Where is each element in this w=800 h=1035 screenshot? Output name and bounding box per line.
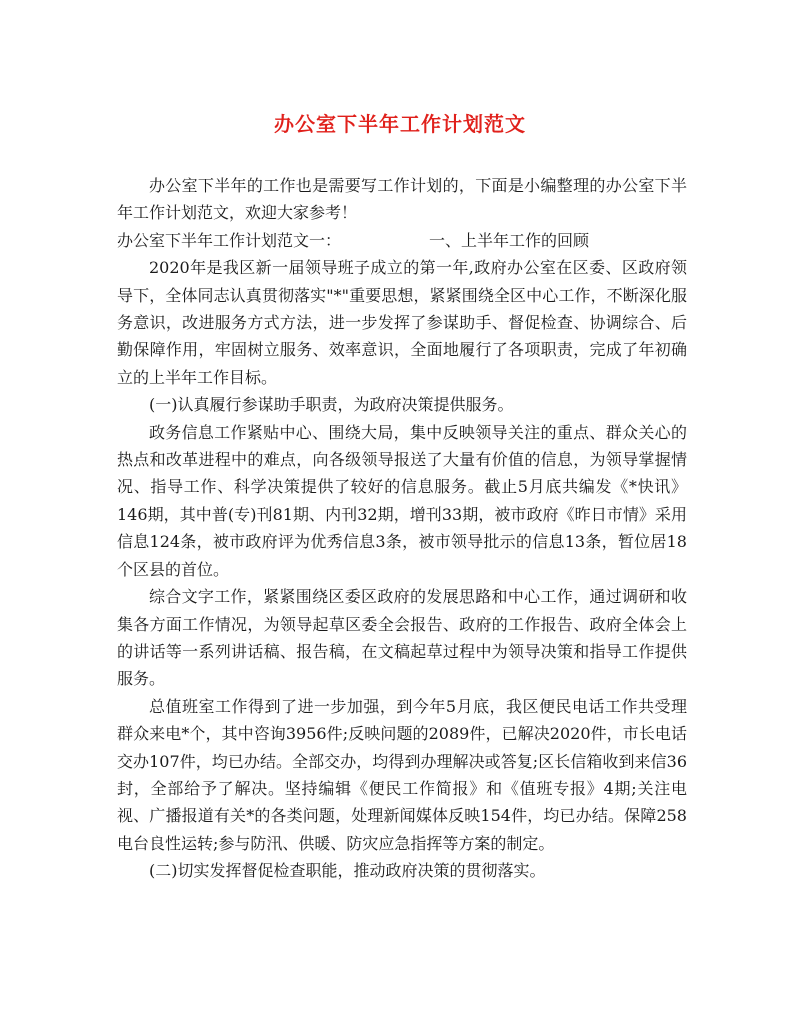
paragraph-information: 政务信息工作紧贴中心、围绕大局，集中反映领导关注的重点、群众关心的热点和改革进程中的难点，向各级领导报送了大量有价值的信息，为领导掌握情况、指导工作、科学决策提供了较好的信息服务。截止5月底共编发《*快讯》146期，其中普(专)刊81期、内刊32期，增刊33期，被市政府《昨日市情》采用信息124条，被市政府评为优秀信息3条，被市领导批示的信息13条，暂位居18个区县的首位。: [117, 422, 687, 579]
heading-right: 一、上半年工作的回顾: [429, 230, 590, 250]
subheading-one: (一)认真履行参谋助手职责，为政府决策提供服务。: [149, 395, 514, 415]
paragraph-duty-room: 总值班室工作得到了进一步加强，到今年5月底，我区便民电话工作共受理群众来电*个，其中咨询3956件;反映问题的2089件，已解决2020件，市长电话交办107件，均已办结。全部交办，均得到办理解决或答复;区长信箱收到来信36封，全部给予了解决。坚持编辑《便民工作简报》和《值班专报》4期;关注电视、广播报道有关*的各类问题，处理新闻媒体反映154件，均已办结。保障258电台良性运转;参与防汛、供暖、防灾应急指挥等方案的制定。: [117, 696, 687, 853]
subheading-two: (二)切实发挥督促检查职能，推动政府决策的贯彻落实。: [149, 861, 546, 881]
document-body: [117, 172, 687, 885]
intro-paragraph: 办公室下半年的工作也是需要写工作计划的，下面是小编整理的办公室下半年工作计划范文，欢迎大家参考！: [117, 176, 687, 223]
paragraph-writing: 综合文字工作，紧紧围绕区委区政府的发展思路和中心工作，通过调研和收集各方面工作情况，为领导起草区委全会报告、政府的工作报告、政府全体会上的讲话等一系列讲话稿、报告稿，在文稿起草过程中为领导决策和指导工作提供服务。: [117, 587, 687, 689]
heading-left: 办公室下半年工作计划范文一：: [117, 230, 342, 250]
document-title: 办公室下半年工作计划范文: [274, 112, 526, 136]
section-heading-line: [117, 227, 687, 254]
paragraph-review: 2020年是我区新一届领导班子成立的第一年,政府办公室在区委、区政府领导下，全体同志认真贯彻落实"*"重要思想，紧紧围绕全区中心工作，不断深化服务意识，改进服务方式方法，进一步发挥了参谋助手、督促检查、协调综合、后勤保障作用，牢固树立服务、效率意识，全面地履行了各项职责，完成了年初确立的上半年工作目标。: [117, 258, 687, 387]
